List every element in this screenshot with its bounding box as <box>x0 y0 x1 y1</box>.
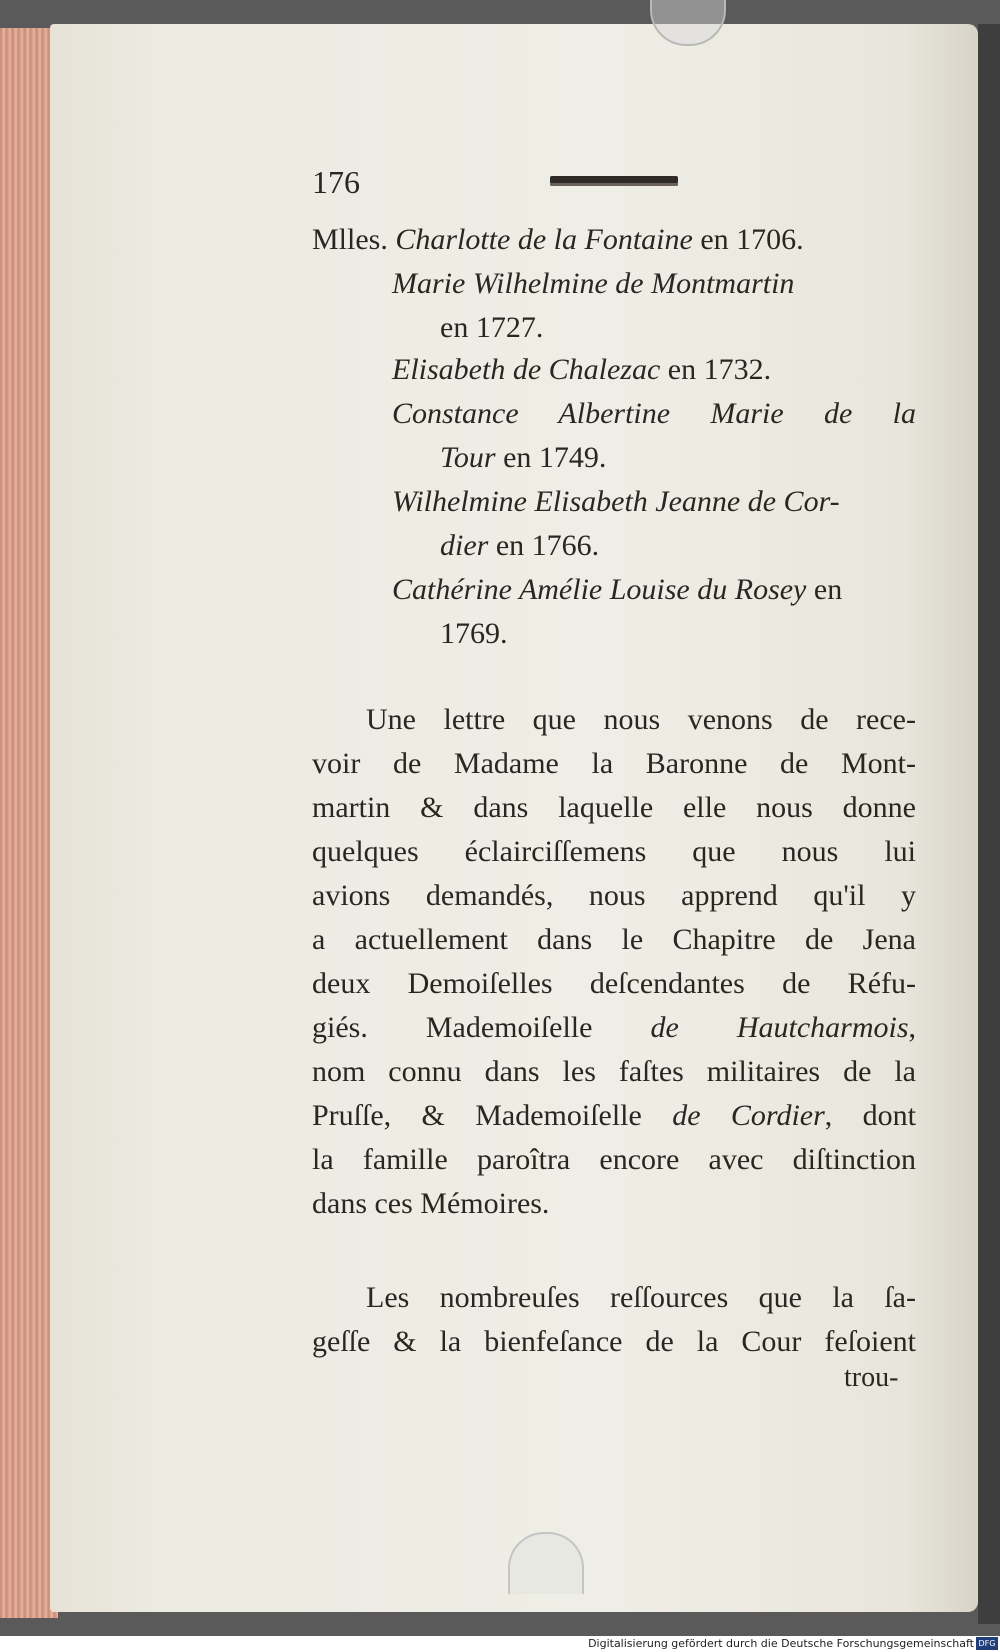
page-number: 176 <box>312 164 360 200</box>
list-item: Elisabeth de Chalezac en 1732. <box>392 353 772 386</box>
list-item: Mlles. Charlotte de la Fontaine en 1706. <box>312 223 804 256</box>
paragraph-line: avions demandés, nous apprend qu'il y <box>312 879 916 912</box>
paragraph-line: voir de Madame la Baronne de Mont- <box>312 747 916 780</box>
list-item: Tour en 1749. <box>440 441 607 474</box>
page-clip-bottom <box>508 1532 584 1594</box>
list-item: Constance Albertine Marie de la <box>392 397 916 430</box>
footer-credit: Digitalisierung gefördert durch die Deutsche Forschungsgemeinschaft <box>588 1637 974 1650</box>
dfg-logo: DFG <box>976 1637 998 1650</box>
list-item: 1769. <box>440 617 508 650</box>
paragraph-line: la famille paroîtra encore avec diſtinction <box>312 1143 916 1176</box>
binding-shadow <box>978 24 1000 1624</box>
paragraph-line: Pruſſe, & Mademoiſelle de Cordier, dont <box>312 1099 916 1132</box>
list-item: Marie Wilhelmine de Montmartin <box>392 267 795 300</box>
list-item: en 1727. <box>440 311 544 344</box>
paragraph-line: deux Demoiſelles deſcendantes de Réfu- <box>312 967 916 1000</box>
list-item: Wilhelmine Elisabeth Jeanne de Cor- <box>392 485 840 518</box>
paragraph-line: geſſe & la bienfeſance de la Cour feſoient <box>312 1325 916 1358</box>
paragraph-line: martin & dans laquelle elle nous donne <box>312 791 916 824</box>
paragraph-line: Les nombreuſes reſſources que la ſa- <box>366 1281 916 1314</box>
paragraph-line: dans ces Mémoires. <box>312 1187 550 1220</box>
list-item: dier en 1766. <box>440 529 600 562</box>
paragraph-line: quelques éclairciſſemens que nous lui <box>312 835 916 868</box>
list-item: Cathérine Amélie Louise du Rosey en <box>392 573 843 606</box>
catchword: trou- <box>844 1362 899 1393</box>
paragraph-line: giés. Mademoiſelle de Hautcharmois, <box>312 1011 917 1044</box>
paragraph-line: a actuellement dans le Chapitre de Jena <box>312 923 916 956</box>
paragraph-line: Une lettre que nous venons de rece- <box>366 703 916 736</box>
header-ornament <box>550 176 678 186</box>
paragraph-line: nom connu dans les faſtes militaires de la <box>312 1055 916 1088</box>
